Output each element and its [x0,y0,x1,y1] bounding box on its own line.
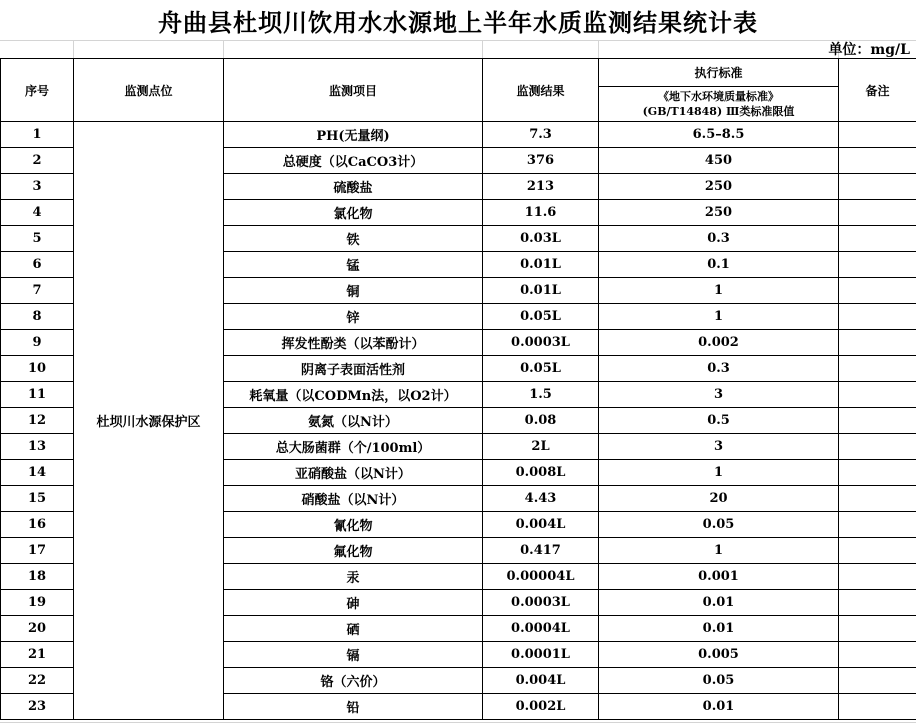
cell-seq[interactable]: 4 [1,200,74,226]
cell-remark[interactable] [839,226,916,252]
cell-seq[interactable]: 18 [1,564,74,590]
cell-result[interactable]: 0.417 [483,538,599,564]
cell-result[interactable]: 0.08 [483,408,599,434]
table-row [1,122,916,148]
cell-result[interactable]: 0.0003L [483,330,599,356]
cell-remark[interactable] [839,408,916,434]
cell-remark[interactable] [839,122,916,148]
cell-item[interactable]: 镉 [224,642,483,668]
cell-limit[interactable]: 1 [599,304,839,330]
cell-remark[interactable] [839,642,916,668]
cell-seq[interactable]: 2 [1,148,74,174]
cell-remark[interactable] [839,590,916,616]
cell-limit[interactable]: 0.1 [599,252,839,278]
cell-item[interactable]: 总大肠菌群（个/100ml） [224,434,483,460]
cell-item[interactable]: 锌 [224,304,483,330]
cell-limit[interactable]: 0.05 [599,512,839,538]
cell-item[interactable]: 硒 [224,616,483,642]
cell-seq[interactable]: 8 [1,304,74,330]
water-quality-table [0,58,916,720]
standard-class: (GB/T14848) Ⅲ类标准限值 [642,105,795,118]
cell-result[interactable]: 0.008L [483,460,599,486]
cell-remark[interactable] [839,460,916,486]
cell-limit[interactable]: 0.01 [599,616,839,642]
header-standard-detail [599,87,839,122]
gridline [0,722,916,723]
cell-remark[interactable] [839,200,916,226]
cell-item[interactable]: 铅 [224,694,483,720]
header-standard: 执行标准 [599,59,839,87]
cell-result[interactable]: 0.004L [483,668,599,694]
cell-limit[interactable]: 0.05 [599,668,839,694]
cell-remark[interactable] [839,486,916,512]
cell-item[interactable]: 砷 [224,590,483,616]
cell-item[interactable]: 总硬度（以CaCO3计） [224,148,483,174]
cell-limit[interactable]: 0.005 [599,642,839,668]
cell-limit[interactable]: 1 [599,278,839,304]
header-item: 监测项目 [224,59,483,122]
header-result: 监测结果 [483,59,599,122]
cell-limit[interactable]: 3 [599,382,839,408]
cell-seq[interactable]: 17 [1,538,74,564]
cell-item[interactable]: 氰化物 [224,512,483,538]
cell-limit[interactable]: 6.5–8.5 [599,122,839,148]
cell-result[interactable]: 0.004L [483,512,599,538]
cell-seq[interactable]: 1 [1,122,74,148]
cell-limit[interactable]: 0.002 [599,330,839,356]
cell-item[interactable]: 亚硝酸盐（以N计） [224,460,483,486]
cell-result[interactable]: 0.00004L [483,564,599,590]
unit-label: 单位：mg/L [828,42,910,58]
cell-limit[interactable]: 0.3 [599,356,839,382]
cell-result[interactable]: 0.0001L [483,642,599,668]
cell-limit[interactable]: 1 [599,538,839,564]
header-seq: 序号 [1,59,74,122]
cell-remark[interactable] [839,382,916,408]
cell-seq[interactable]: 19 [1,590,74,616]
cell-seq[interactable]: 7 [1,278,74,304]
cell-result[interactable]: 0.01L [483,252,599,278]
cell-seq[interactable]: 20 [1,616,74,642]
cell-item[interactable]: 铁 [224,226,483,252]
cell-item[interactable]: 汞 [224,564,483,590]
cell-seq[interactable]: 3 [1,174,74,200]
cell-seq[interactable]: 5 [1,226,74,252]
cell-seq[interactable]: 15 [1,486,74,512]
cell-seq[interactable]: 13 [1,434,74,460]
cell-item[interactable]: 氯化物 [224,200,483,226]
gridline [482,40,483,58]
cell-remark[interactable] [839,616,916,642]
gridline [223,40,224,58]
cell-item[interactable]: 锰 [224,252,483,278]
cell-remark[interactable] [839,538,916,564]
cell-result[interactable]: 0.01L [483,278,599,304]
header-site: 监测点位 [74,59,224,122]
cell-result[interactable]: 7.3 [483,122,599,148]
cell-remark[interactable] [839,304,916,330]
cell-item[interactable]: 硫酸盐 [224,174,483,200]
gridline [598,40,599,58]
cell-remark[interactable] [839,330,916,356]
cell-seq[interactable]: 11 [1,382,74,408]
cell-site[interactable]: 杜坝川水源保护区 [74,122,224,720]
cell-item[interactable]: 硝酸盐（以N计） [224,486,483,512]
cell-seq[interactable]: 10 [1,356,74,382]
cell-result[interactable]: 0.03L [483,226,599,252]
cell-remark[interactable] [839,564,916,590]
cell-result[interactable]: 376 [483,148,599,174]
cell-result[interactable]: 1.5 [483,382,599,408]
cell-seq[interactable]: 14 [1,460,74,486]
cell-result[interactable]: 0.05L [483,304,599,330]
cell-remark[interactable] [839,694,916,720]
cell-item[interactable]: 氨氮（以N计） [224,408,483,434]
cell-item[interactable]: PH(无量纲) [224,122,483,148]
cell-result[interactable]: 11.6 [483,200,599,226]
cell-result[interactable]: 213 [483,174,599,200]
cell-limit[interactable]: 450 [599,148,839,174]
cell-item[interactable]: 挥发性酚类（以苯酚计） [224,330,483,356]
cell-item[interactable]: 阴离子表面活性剂 [224,356,483,382]
gridline [73,40,74,58]
cell-item[interactable]: 氟化物 [224,538,483,564]
cell-result[interactable]: 0.002L [483,694,599,720]
cell-limit[interactable]: 0.01 [599,590,839,616]
cell-limit[interactable]: 0.5 [599,408,839,434]
cell-limit[interactable]: 20 [599,486,839,512]
cell-remark[interactable] [839,174,916,200]
cell-limit[interactable]: 250 [599,174,839,200]
cell-limit[interactable]: 250 [599,200,839,226]
cell-remark[interactable] [839,252,916,278]
cell-seq[interactable]: 12 [1,408,74,434]
cell-item[interactable]: 铜 [224,278,483,304]
cell-remark[interactable] [839,356,916,382]
page-title: 舟曲县杜坝川饮用水水源地上半年水质监测结果统计表 [158,7,758,37]
cell-seq[interactable]: 22 [1,668,74,694]
cell-result[interactable]: 0.05L [483,356,599,382]
cell-result[interactable]: 0.0004L [483,616,599,642]
header-remark: 备注 [839,59,916,122]
cell-result[interactable]: 2L [483,434,599,460]
cell-limit[interactable]: 0.001 [599,564,839,590]
cell-result[interactable]: 4.43 [483,486,599,512]
standard-name: 《地下水环境质量标准》 [658,90,779,103]
cell-limit[interactable]: 3 [599,434,839,460]
cell-remark[interactable] [839,434,916,460]
cell-remark[interactable] [839,668,916,694]
cell-seq[interactable]: 6 [1,252,74,278]
cell-remark[interactable] [839,278,916,304]
cell-limit[interactable]: 0.3 [599,226,839,252]
cell-result[interactable]: 0.0003L [483,590,599,616]
gridline [0,40,916,41]
cell-seq[interactable]: 9 [1,330,74,356]
cell-limit[interactable]: 1 [599,460,839,486]
cell-limit[interactable]: 0.01 [599,694,839,720]
cell-remark[interactable] [839,512,916,538]
cell-remark[interactable] [839,148,916,174]
cell-seq[interactable]: 21 [1,642,74,668]
cell-item[interactable]: 耗氧量（以CODMn法，以O2计） [224,382,483,408]
cell-seq[interactable]: 16 [1,512,74,538]
table-body [1,122,916,720]
cell-seq[interactable]: 23 [1,694,74,720]
cell-item[interactable]: 铬（六价） [224,668,483,694]
